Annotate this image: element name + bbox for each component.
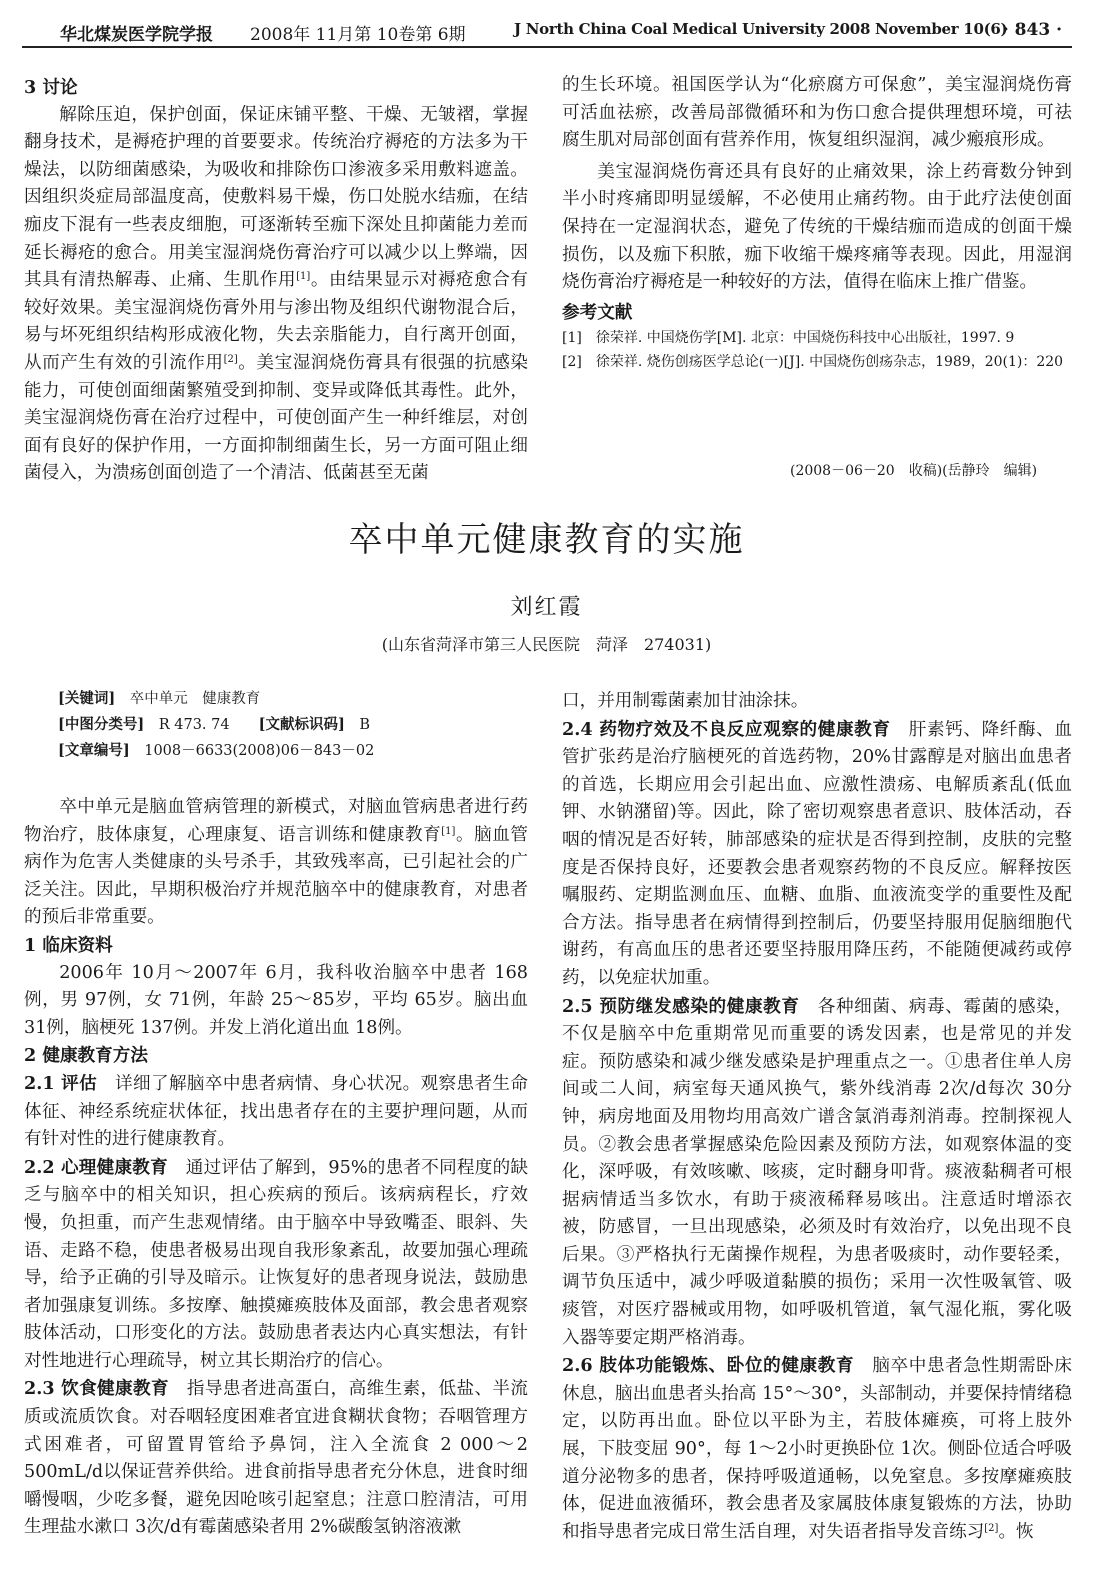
article-number: 1008－6633(2008)06－843－02 xyxy=(144,743,375,759)
citation[interactable]: [2] xyxy=(984,1522,999,1534)
section-heading: 3 讨论 xyxy=(24,77,78,98)
keywords: 卒中单元 健康教育 xyxy=(129,691,261,707)
paragraph: 2.4 药物疗效及不良反应观察的健康教育 肝素钙、降纤酶、血管扩张药是治疗脑梗死的首选药物，20%甘露醇是对脑出血患者的首选，长期应用会引起出血、应激性溃疡、电解质紊乱(低血钾、水钠潴留)等。因此，除了密切观察患者意识、肢体活动，吞咽的情况是否好转，肺部感染的症状是否得到控制，皮肤的完整度是否保持良好，还要教会患者观察药物的不良反应。解释按医嘱服药、定期监测血压、血糖、血脂、血液流变学的重要性及配合方法。指导患者在病情得到控制后，仍要坚持服用促脑细胞代谢药，有高血压的患者还要坚持服用降压药，不能随便减药或停药，以免症状加重。 xyxy=(562,718,1072,988)
discussion-column-right xyxy=(562,72,1072,374)
section-heading: 2 健康教育方法 xyxy=(24,1045,148,1067)
references-heading: 参考文献 xyxy=(562,301,633,323)
reference-list xyxy=(562,326,1072,374)
citation[interactable]: [2] xyxy=(223,353,238,365)
page-number: · 843 · xyxy=(1002,20,1062,40)
body-column-left xyxy=(24,794,528,1542)
article-title: 卒中单元健康教育的实施 xyxy=(348,520,745,560)
doc-code-label: [文献标识码] xyxy=(258,716,345,733)
paragraph: 2.1 评估 详细了解脑卒中患者病情、身心状况。观察患者生命体征、神经系统症状体征，找出患者存在的主要护理问题，从而有针对性的进行健康教育。 xyxy=(24,1072,528,1150)
citation[interactable]: [1] xyxy=(296,271,311,283)
reference-item: [1] 徐荣祥. 中国烧伤学[M]. 北京：中国烧伤科技中心出版社，1997. 9 xyxy=(562,330,1015,347)
clc-number: R 473. 74 xyxy=(158,717,230,733)
running-header xyxy=(22,14,1072,48)
paragraph: 2.6 肢体功能锻炼、卧位的健康教育 脑卒中患者急性期需卧床休息，脑出血患者头抬高 15°～30°，头部制动，并要保持情绪稳定，以防再出血。卧位以平卧为主，若肢体瘫痪，可将上肢外展，下肢变屈 90°，每 1～2小时更换卧位 1次。侧卧位适合呼吸道分泌物多的患者，保持呼吸道通畅，以免窒息。多按摩瘫痪肢体，促进血液循环，教会患者及家属肢体康复锻炼的方法，协助和指导患者完成日常生活自理，对失语者指导发音练习[2]。恢 xyxy=(562,1355,1072,1542)
reference-item: [2] 徐荣祥. 烧伤创疡医学总论(一)[J]. 中国烧伤创疡杂志，1989，20(1)：220 xyxy=(562,354,1064,371)
article-author: 刘红霞 xyxy=(510,595,583,620)
discussion-column xyxy=(24,74,528,488)
citation[interactable]: [1] xyxy=(441,825,456,837)
paragraph: 口，并用制霉菌素加甘油涂抹。 xyxy=(562,691,809,711)
body-column-right xyxy=(562,688,1072,1546)
paragraph: 2006年 10月～2007年 6月，我科收治脑卒中患者 168例，男 97例，女 71例，年龄 25～85岁，平均 65岁。脑出血 31例，脑梗死 137例。并发上消化道出血 18例。 xyxy=(24,962,528,1038)
paragraph: 解除压迫，保护创面，保证床铺平整、干燥、无皱褶，掌握翻身技术，是褥疮护理的首要要求。传统治疗褥疮的方法多为干燥法，以防细菌感染，为吸收和排除伤口渗液多采用敷料遮盖。因组织炎症局部温度高，使敷料易干燥，伤口处脱水结痂，在结痂皮下混有一些表皮细胞，可逐渐转至痂下深处且抑菌能力差而延长褥疮的愈合。用美宝湿润烧伤膏治疗可以减少以上弊端，因其具有清热解毒、止痛、生肌作用[1]。由结果显示对褥疮愈合有较好效果。美宝湿润烧伤膏外用与渗出物及组织代谢物混合后，易与坏死组织结构形成液化物，失去亲脂能力，自行离开创面，从而产生有效的引流作用[2]。美宝湿润烧伤膏具有很强的抗感染能力，可使创面细菌繁殖受到抑制、变异或降低其毒性。此外，美宝湿润烧伤膏在治疗过程中，可使创面产生一种纤维层，对创面有良好的保护作用，一方面抑制细菌生长，另一方面可阻止细菌侵入，为溃疡创面创造了一个清洁、低菌甚至无菌 xyxy=(24,104,528,484)
journal-name-en: J North China Coal Medical University 2008 November 10(6) xyxy=(514,20,1008,38)
paragraph: 2.2 心理健康教育 通过评估了解到，95%的患者不同程度的缺乏与脑卒中的相关知识，担心疾病的预后。该病病程长，疗效慢，负担重，而产生悲观情绪。由于脑卒中导致嘴歪、眼斜、失语、走路不稳，使患者极易出现自我形象紊乱，故要加强心理疏导，给予正确的引导及暗示。让恢复好的患者现身说法，鼓励患者加强康复训练。多按摩、触摸瘫痪肢体及面部，教会患者观察肢体活动，口形变化的方法。鼓励患者表达内心真实想法，有针对性地进行心理疏导，树立其长期治疗的信心。 xyxy=(24,1156,528,1371)
journal-name: 华北煤炭医学院学报 xyxy=(60,25,213,45)
received-note: (2008－06－20 收稿)(岳静玲 编辑) xyxy=(790,463,1038,479)
paragraph: 美宝湿润烧伤膏还具有良好的止痛效果，涂上药膏数分钟到半小时疼痛即明显缓解，不必使用止痛药物。由于此疗法使创面保持在一定湿润状态，避免了传统的干燥结痂而造成的创面干燥损伤，以及痂下积脓，痂下收缩干燥疼痛等表现。因此，用湿润烧伤膏治疗褥疮是一种较好的方法，值得在临床上推广借鉴。 xyxy=(562,161,1072,293)
author-affiliation: (山东省菏泽市第三人民医院 菏泽 274031) xyxy=(381,635,712,654)
paragraph: 的生长环境。祖国医学认为“化瘀腐方可保愈”，美宝湿润烧伤膏可活血祛瘀，改善局部微循环和为伤口愈合提供理想环境，可祛腐生肌对局部创面有营养作用，恢复组织湿润，减少瘢痕形成。 xyxy=(562,75,1072,151)
section-heading: 1 临床资料 xyxy=(24,934,113,956)
doc-code: B xyxy=(359,717,370,733)
article-number-label: [文章编号] xyxy=(58,742,130,759)
keywords-block xyxy=(58,686,374,764)
keywords-label: [关键词] xyxy=(58,690,116,707)
issue-date: 2008年 11月第 10卷第 6期 xyxy=(250,25,466,45)
paragraph: 2.5 预防继发感染的健康教育 各种细菌、病毒、霉菌的感染，不仅是脑卒中危重期常见而重要的诱发因素，也是常见的并发症。预防感染和减少继发感染是护理重点之一。①患者住单人房间或二人间，病室每天通风换气，紫外线消毒 2次/d每次 30分钟，病房地面及用物均用高效广谱含氯消毒剂消毒。控制探视人员。②教会患者掌握感染危险因素及预防方法，如观察体温的变化，深呼吸，有效咳嗽、咳痰，定时翻身叩背。痰液黏稠者可根据病情适当多饮水，有助于痰液稀释易咳出。注意适时增添衣被，防感冒，一旦出现感染，必须及时有效治疗，以免出现不良后果。③严格执行无菌操作规程，为患者吸痰时，动作要轻柔，调节负压适中，减少呼吸道黏膜的损伤；采用一次性吸氧管、吸痰管，对医疗器械或用物，如呼吸机管道，氧气湿化瓶，雾化吸入器等要定期严格消毒。 xyxy=(562,995,1072,1348)
paragraph: 卒中单元是脑血管病管理的新模式，对脑血管病患者进行药物治疗，肢体康复，心理康复、语言训练和健康教育[1]。脑血管病作为危害人类健康的头号杀手，其致残率高，已引起社会的广泛关注。因此，早期积极治疗并规范脑卒中的健康教育，对患者的预后非常重要。 xyxy=(24,797,528,928)
clc-label: [中图分类号] xyxy=(58,716,145,733)
paragraph: 2.3 饮食健康教育 指导患者进高蛋白，高维生素，低盐、半流质或流质饮食。对吞咽轻度困难者宜进食糊状食物；吞咽管理方式困难者，可留置胃管给予鼻饲，注入全流食 2 000～2 500mL/d以保证营养供给。进食前指导患者充分休息，进食时细嚼慢咽，少吃多餐，避免因呛咳引起窒息；注意口腔清洁，可用生理盐水漱口 3次/d有霉菌感染者用 2%碳酸氢钠溶液漱 xyxy=(24,1378,528,1538)
